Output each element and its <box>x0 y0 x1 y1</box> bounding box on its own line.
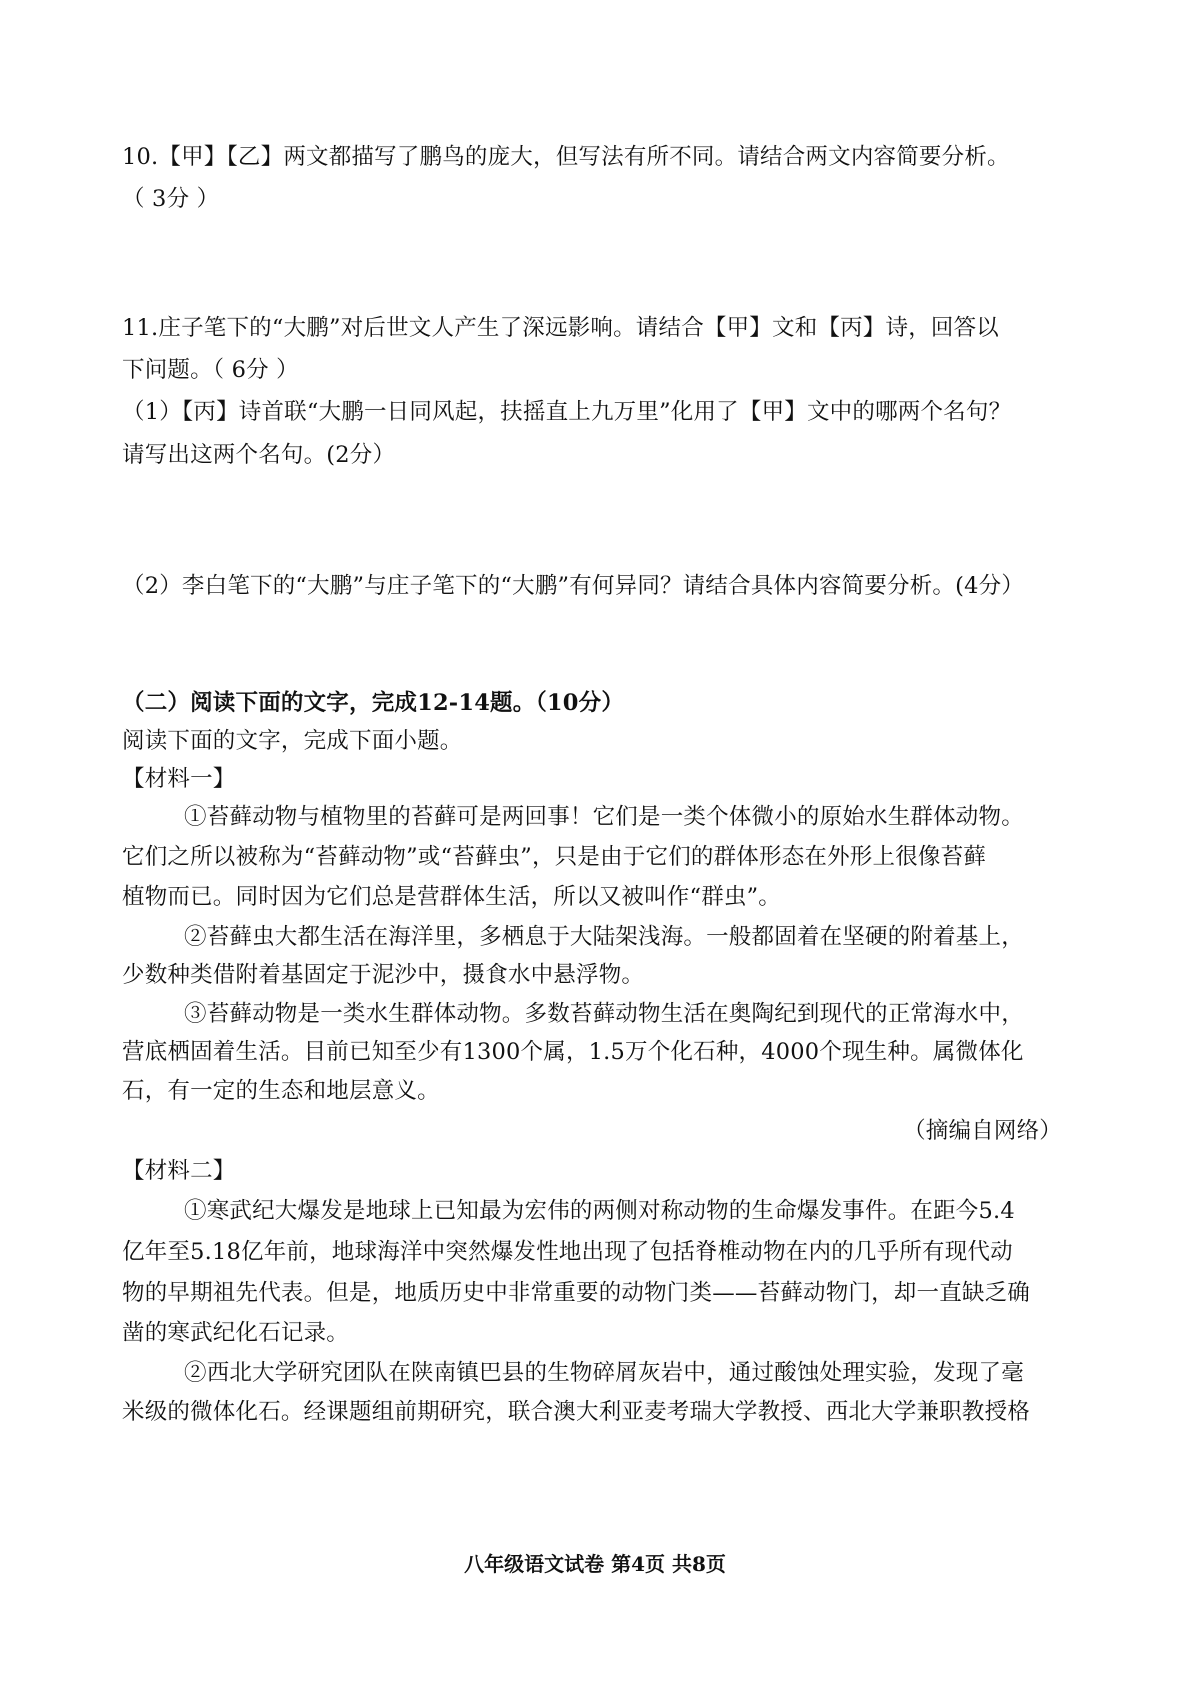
q11-sub2-line1: （2）李白笔下的“大鹏”与庄子笔下的“大鹏”有何异同？请结合具体内容简要分析。(4分） <box>122 573 1025 599</box>
material2-line: 物的早期祖先代表。但是，地质历史中非常重要的动物门类——苔藓动物门，却一直缺乏确 <box>122 1280 1031 1306</box>
material1-line: ①苔藓动物与植物里的苔藓可是两回事！它们是一类个体微小的原始水生群体动物。 <box>184 804 1024 830</box>
material1-line: ②苔藓虫大都生活在海洋里，多栖息于大陆架浅海。一般都固着在坚硬的附着基上， <box>184 924 1024 950</box>
material2-line: 米级的微体化石。经课题组前期研究，联合澳大利亚麦考瑞大学教授、西北大学兼职教授格 <box>122 1399 1031 1425</box>
material1-source: （摘编自网络） <box>903 1118 1062 1144</box>
material2-line: ②西北大学研究团队在陕南镇巴县的生物碎屑灰岩中，通过酸蚀处理实验，发现了毫 <box>184 1360 1024 1386</box>
material1-line: 营底栖固着生活。目前已知至少有1300个属，1.5万个化石种，4000个现生种。属微体化 <box>122 1039 1024 1065</box>
material2-title: 【材料二】 <box>122 1158 236 1184</box>
material1-line: 它们之所以被称为“苔藓动物”或“苔藓虫”，只是由于它们的群体形态在外形上很像苔藓 <box>122 844 987 870</box>
material1-title: 【材料一】 <box>122 766 236 792</box>
q10-score: （ 3分 ） <box>122 186 220 212</box>
section-instruction: 阅读下面的文字，完成下面小题。 <box>122 728 463 754</box>
material1-line: ③苔藓动物是一类水生群体动物。多数苔藓动物生活在奥陶纪到现代的正常海水中， <box>184 1001 1024 1027</box>
material1-line: 石，有一定的生态和地层意义。 <box>122 1078 440 1104</box>
q10-line1: 10.【甲】【乙】两文都描写了鹏鸟的庞大，但写法有所不同。请结合两文内容简要分析。 <box>122 144 1010 170</box>
material2-line: 亿年至5.18亿年前，地球海洋中突然爆发性地出现了包括脊椎动物在内的几乎所有现代动 <box>122 1239 1013 1265</box>
q11-sub1-line1: （1）【丙】诗首联“大鹏一日同风起，扶摇直上九万里”化用了【甲】文中的哪两个名句？ <box>122 399 1012 425</box>
section-heading: （二）阅读下面的文字，完成12-14题。（10分） <box>122 690 625 716</box>
q11-line1: 11.庄子笔下的“大鹏”对后世文人产生了深远影响。请结合【甲】文和【丙】诗，回答以 <box>122 315 999 341</box>
material2-line: 凿的寒武纪化石记录。 <box>122 1320 350 1346</box>
material1-line: 植物而已。同时因为它们总是营群体生活，所以又被叫作“群虫”。 <box>122 884 782 910</box>
q11-line2: 下问题。（ 6分 ） <box>122 357 299 383</box>
material2-line: ①寒武纪大爆发是地球上已知最为宏伟的两侧对称动物的生命爆发事件。在距今5.4 <box>184 1198 1015 1224</box>
page-footer: 八年级语文试卷 第4页 共8页 <box>464 1552 726 1576</box>
material1-line: 少数种类借附着基固定于泥沙中，摄食水中悬浮物。 <box>122 962 645 988</box>
q11-sub1-line2: 请写出这两个名句。(2分） <box>122 442 396 468</box>
